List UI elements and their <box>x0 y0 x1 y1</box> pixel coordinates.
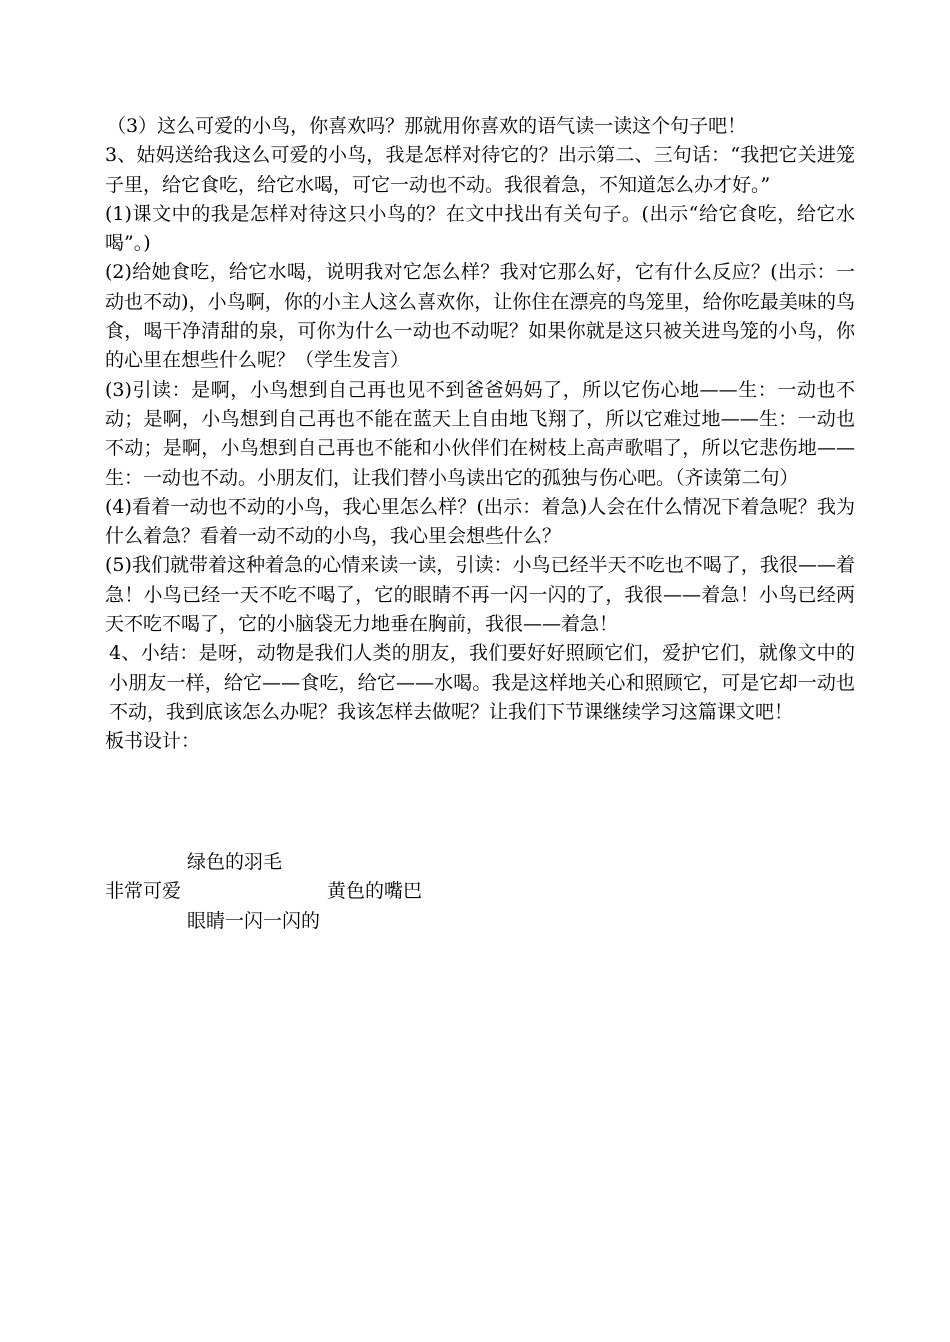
paragraph-question-2: (2)给她食吃，给它水喝，说明我对它怎么样？我对它那么好，它有什么反应？(出示：一动也不动)，小鸟啊，你的小主人这么喜欢你，让你住在漂亮的鸟笼里，给你吃最美味的鸟食，喝干净清甜的泉，可你为什么一动也不动呢？如果你就是这只被关进鸟笼的小鸟，你的心里在想些什么呢？（学生发言） <box>105 261 855 372</box>
board-green-feathers: 绿色的羽毛 <box>187 851 283 873</box>
paragraph-question-5: (5)我们就带着这种着急的心情来读一读，引读：小鸟已经半天不吃也不喝了，我很——着急！小鸟已经一天不吃不喝了，它的眼睛不再一闪一闪的了，我很——着急！小鸟已经两天不吃不喝了，它的小脑袋无力地垂在胸前，我很——着急！ <box>105 554 855 636</box>
lesson-text <box>105 112 855 757</box>
board-design-heading: 板书设计： <box>105 730 201 753</box>
paragraph-step-3: 3、姑妈送给我这么可爱的小鸟，我是怎样对待它的？出示第二、三句话：“我把它关进笼子里，给它食吃，给它水喝，可它一动也不动。我很着急，不知道怎么办才好。” <box>105 144 855 196</box>
paragraph-question-4: (4)看着一动也不动的小鸟，我心里怎么样？(出示：着急)人会在什么情况下着急呢？我为什么着急？看着一动不动的小鸟，我心里会想些什么？ <box>105 495 855 548</box>
paragraph-question-1: (1)课文中的我是怎样对待这只小鸟的？在文中找出有关句子。(出示“给它食吃，给它水喝”。) <box>105 202 855 255</box>
board-yellow-beak: 黄色的嘴巴 <box>327 880 423 903</box>
board-twinkling-eyes: 眼睛一闪一闪的 <box>187 909 321 932</box>
paragraph-guided-reading: (3)引读：是啊，小鸟想到自己再也见不到爸爸妈妈了，所以它伤心地——生：一动也不动；是啊，小鸟想到自己再也不能在蓝天上自由地飞翔了，所以它难过地——生：一动也不动；是啊，小鸟想到自己再也不能和小伙伴们在树枝上高声歌唱了，所以它悲伤地——生：一动也不动。小朋友们，让我们替小鸟读出它的孤独与伤心吧。（齐读第二句） <box>105 378 855 489</box>
board-very-cute: 非常可爱 <box>105 880 182 903</box>
board-line-2 <box>105 877 855 906</box>
board-design <box>105 848 855 936</box>
board-line-3 <box>105 907 855 936</box>
board-line-1 <box>105 848 855 877</box>
paragraph-summary: 4、小结：是呀，动物是我们人类的朋友，我们要好好照顾它们，爱护它们，就像文中的小朋友一样，给它——食吃，给它——水喝。我是这样地关心和照顾它，可是它却一动也不动，我到底该怎么办呢？我该怎样去做呢？让我们下节课继续学习这篇课文吧！ <box>109 642 855 723</box>
paragraph-3-love: （3）这么可爱的小鸟，你喜欢吗？那就用你喜欢的语气读一读这个句子吧！ <box>107 115 747 137</box>
